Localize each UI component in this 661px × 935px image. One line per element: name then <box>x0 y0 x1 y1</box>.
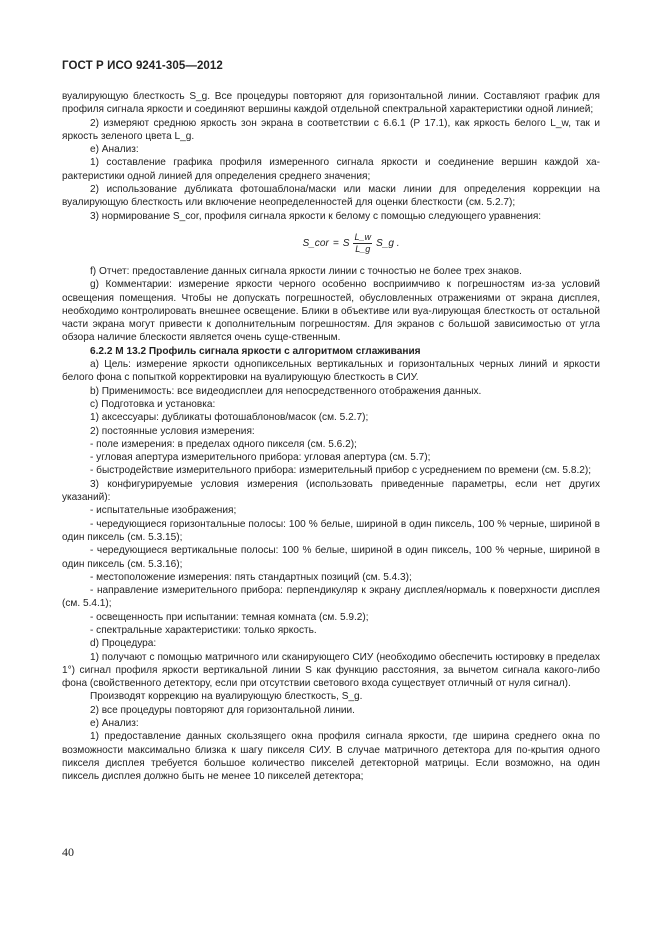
formula-denominator: L_g <box>355 244 371 255</box>
paragraph: - направление измерительного прибора: перпендикуляр к экрану дисплея/нормаль к поверхности дисплея (см. 5.4.1); <box>62 585 600 610</box>
paragraph: g) Комментарии: измерение яркости черного особенно восприимчиво к погрешностям из-за условий освещения помещения. Чтобы не допускать погрешностей, обусловленных отражениями от экрана дисплея, необходимо контролировать внешнее освещение. Блики в объективе или вуа-лирующая блесткость от остальной части экрана могут привести к дополнительным погрешностям. Для экранов с большой зависимостью от угла обзора наличие блескости является очень суще-ственным. <box>62 279 600 344</box>
paragraph: - быстродействие измерительного прибора: измерительный прибор с усреднением по времени (см. 5.8.2); <box>90 465 592 477</box>
paragraph: - чередующиеся горизонтальные полосы: 100 % белые, шириной в один пиксель, 100 % черные, шириной в один пиксель (см. 5.3.15); <box>62 518 600 543</box>
paragraph: 2) измеряют среднюю яркость зон экрана в соответствии с 6.6.1 (Р 17.1), как яркость белого L_w, так и яркость зеленого цвета L_g. <box>62 117 600 142</box>
paragraph: - освещенность при испытании: темная комната (см. 5.9.2); <box>90 611 369 623</box>
paragraph: а) Цель: измерение яркости однопиксельных вертикальных и горизонтальных черных линий и яркости белого фона с попыткой корректировки на вуалирующую блесткость в СИУ. <box>62 359 600 384</box>
formula-scor <box>62 223 600 265</box>
paragraph: - местоположение измерения: пять стандартных позиций (см. 5.4.3); <box>90 571 412 583</box>
formula-lhs: S_cor <box>302 238 329 250</box>
paragraph: 3) нормирование S_cor, профиля сигнала яркости к белому с помощью следующего уравнения: <box>90 210 542 222</box>
paragraph: 1) предоставление данных скользящего окна профиля сигнала яркости, где ширина среднего окна по возможности максимально близка к шагу пикселя СИУ. В случае матричного детектора для по-крытия одного пикселя дисплея требуется большое количество пикселей детекторной матрицы. Если возможно, на один пиксель дисплея должно быть не менее 10 пикселей детектора; <box>62 731 600 783</box>
paragraph: 6.2.2 М 13.2 Профиль сигнала яркости с алгоритмом сглаживания <box>90 345 421 357</box>
formula-numerator: L_w <box>354 232 371 243</box>
paragraph: 2) все процедуры повторяют для горизонтальной линии. <box>90 704 355 716</box>
formula-fraction <box>353 232 372 255</box>
paragraph: d) Процедура: <box>90 638 157 650</box>
paragraph: 1) аксессуары: дубликаты фотошаблонов/масок (см. 5.2.7); <box>90 412 369 424</box>
paragraph: 1) составление графика профиля измеренного сигнала яркости и соединение вершин каждой ха-рактеристики одной линией для определения среднего значения; <box>62 157 600 182</box>
formula-s: S <box>342 238 350 250</box>
paragraph: - чередующиеся вертикальные полосы: 100 % белые, шириной в один пиксель, 100 % черные, шириной в один пиксель (см. 5.3.16); <box>62 545 600 570</box>
paragraph: 2) постоянные условия измерения: <box>90 425 255 437</box>
paragraph: f) Отчет: предоставление данных сигнала яркости линии с точностью не более трех знаков. <box>90 265 522 277</box>
paragraph: - испытательные изображения; <box>90 505 237 517</box>
document-body <box>62 90 600 784</box>
paragraph: - поле измерения: в пределах одного пикселя (см. 5.6.2); <box>90 438 357 450</box>
paragraph: 3) конфигурируемые условия измерения (использовать приведенные параметры, если нет других указаний): <box>62 478 600 504</box>
paragraph: 2) использование дубликата фотошаблона/маски или маски линии для определения коррекции на вуалирующую блесткость или включение неопределенностей для оценки блесткости (см. 5.2.7); <box>62 184 600 209</box>
text-block-main <box>62 265 600 784</box>
paragraph: е) Анализ: <box>90 144 139 156</box>
formula-tail: S_g . <box>375 238 400 250</box>
paragraph: 1) получают с помощью матричного или сканирующего СИУ (необходимо обеспечить юстировку в пределах 1°) сигнал профиля яркости вертикальной линии S как функцию расстояния, за вычетом сигнала какого-либо фона (свойственного детектору, если при отсутствии светового входа существует отличный от нуля сигнал). <box>62 651 600 690</box>
paragraph: c) Подготовка и установка: <box>90 398 216 410</box>
page-number: 40 <box>62 845 74 859</box>
paragraph: e) Анализ: <box>90 718 139 730</box>
paragraph: Производят коррекцию на вуалирующую блесткость, S_g. <box>90 691 363 703</box>
paragraph: вуалирующую блесткость S_g. Все процедуры повторяют для горизонтальной линии. Составляют график для профиля сигнала яркости и соединяют вершины каждой отдельной спектральной характеристики одной линией; <box>62 91 600 116</box>
paragraph: b) Применимость: все видеодисплеи для непосредственного отображения данных. <box>90 385 482 397</box>
paragraph: - угловая апертура измерительного прибора: угловая апертура (см. 5.7); <box>90 452 431 464</box>
document-header: ГОСТ Р ИСО 9241-305—2012 <box>62 60 223 72</box>
paragraph: - спектральные характеристики: только яркость. <box>90 624 317 636</box>
formula-eq: = <box>332 238 339 250</box>
text-block-top <box>62 90 600 223</box>
